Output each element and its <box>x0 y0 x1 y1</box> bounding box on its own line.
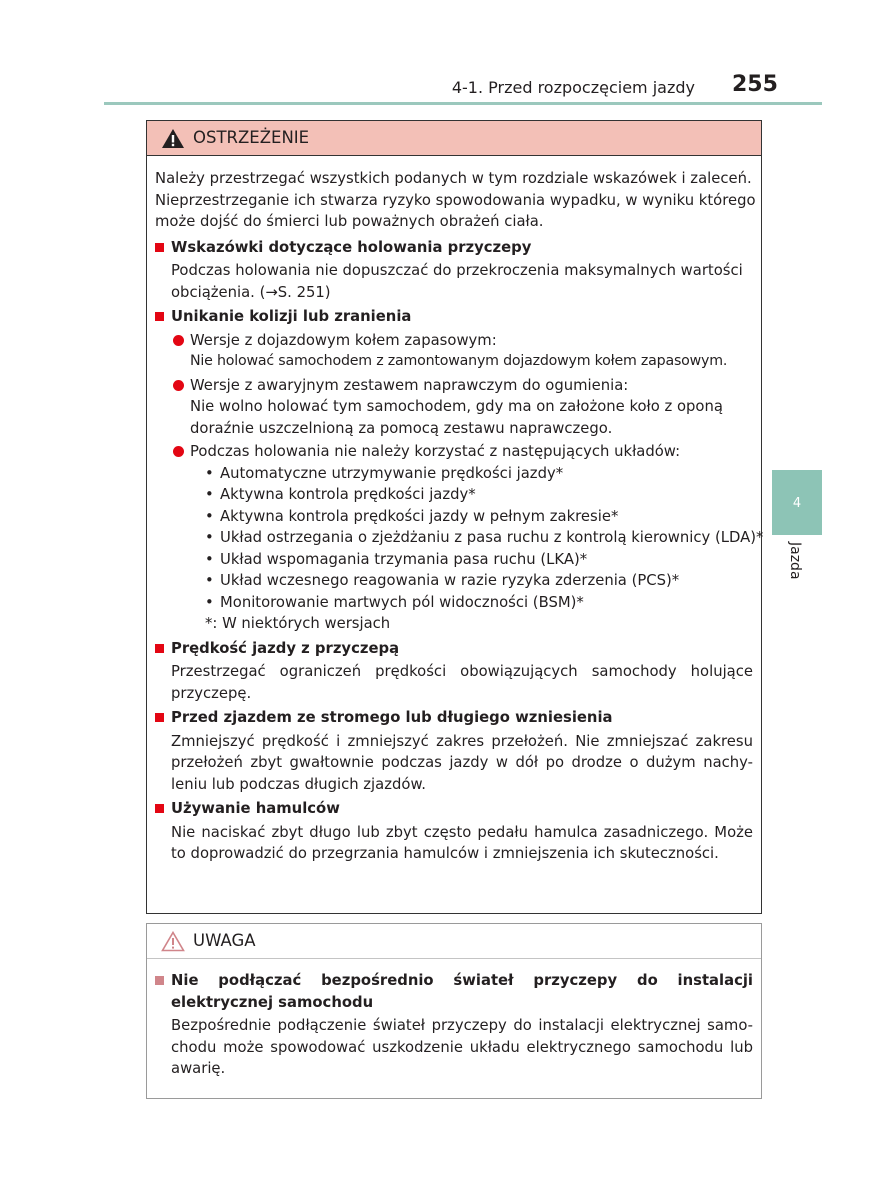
red-square-bullet-icon <box>155 312 164 321</box>
list-item: • Układ wczesnego reagowania w razie ryzyka zderzenia (PCS)* <box>205 570 753 592</box>
caution-header <box>147 924 761 959</box>
section-text-brakes: Nie naciskać zbyt długo lub zbyt często pedału hamulca zasadniczego. Może to doprowadzić do przegrzania hamulców i zmniejszenia ich skuteczności. <box>171 823 753 862</box>
header-rule <box>104 102 822 105</box>
warning-triangle-icon <box>161 128 185 149</box>
systems-list <box>155 463 764 614</box>
list-item-repair-kit: Wersje z awaryjnym zestawem naprawczym do ogumienia: Nie wolno holować tym samochodem, gdy ma on założone koło z oponą doraźnie uszczelnioną za pomocą zestawu naprawczego. <box>155 375 753 440</box>
caution-triangle-icon <box>161 931 185 952</box>
section-heading-brakes: Używanie hamulców <box>155 798 753 820</box>
section-text-towing-tips: Podczas holowania nie dopuszczać do przekroczenia maksymalnych wartości obciążenia. (→S. 251) <box>171 262 743 301</box>
intro-line: może dojść do śmierci lub poważnych obrażeń ciała. <box>155 213 544 230</box>
red-square-bullet-icon <box>155 804 164 813</box>
red-square-bullet-icon <box>155 644 164 653</box>
list-item: • Monitorowanie martwych pól widoczności (BSM)* <box>205 592 753 614</box>
section-heading-speed: Prędkość jazdy z przyczepą <box>155 638 753 660</box>
list-item: • Układ wspomagania trzymania pasa ruchu (LKA)* <box>205 549 753 571</box>
chapter-label: Jazda <box>787 542 803 580</box>
red-circle-bullet-icon <box>173 446 184 457</box>
footnote: *: W niektórych wersjach <box>205 615 391 632</box>
list-item: • Aktywna kontrola prędkości jazdy w pełnym zakresie* <box>205 506 753 528</box>
red-circle-bullet-icon <box>173 335 184 346</box>
section-heading-towing-tips: Wskazówki dotyczące holowania przyczepy <box>155 237 753 259</box>
section-text-speed: Przestrzegać ograniczeń prędkości obowiązujących samochody holujące przyczepę. <box>171 663 753 702</box>
page-number: 255 <box>732 72 778 97</box>
red-square-bullet-icon <box>155 713 164 722</box>
warning-header <box>147 121 761 156</box>
chapter-tab <box>772 470 822 535</box>
red-circle-bullet-icon <box>173 380 184 391</box>
caution-text: Bezpośrednie podłączenie świateł przyczepy do instalacji elektrycznej samo-chodu może spowodować uszkodzenie układu elektrycznego samochodu lub awarię. <box>171 1017 753 1077</box>
warning-title: OSTRZEŻENIE <box>193 128 310 147</box>
section-text-descent: Zmniejszyć prędkość i zmniejszyć zakres przełożeń. Nie zmniejszać zakresu przełożeń zbyt gwałtownie podczas jazdy w dół po drodze o dużym nachy-leniu lub podczas długich zjazdów. <box>171 732 753 793</box>
list-item-compact-spare: Wersje z dojazdowym kołem zapasowym: Nie holować samochodem z zamontowanym dojazdowym kołem zapasowym. <box>155 330 753 373</box>
chapter-number: 4 <box>792 496 802 511</box>
running-header-title: 4-1. Przed rozpoczęciem jazdy <box>451 78 695 97</box>
warning-box <box>146 120 762 914</box>
red-square-bullet-icon <box>155 243 164 252</box>
list-item: • Aktywna kontrola prędkości jazdy* <box>205 484 753 506</box>
pink-square-bullet-icon <box>155 976 164 985</box>
section-heading-descent: Przed zjazdem ze stromego lub długiego wzniesienia <box>155 707 753 729</box>
caution-title: UWAGA <box>193 931 256 950</box>
caution-box <box>146 923 762 1099</box>
caution-heading: Nie podłączać bezpośrednio świateł przyczepy do instalacji elektrycznej samochodu <box>155 970 753 1013</box>
warning-intro <box>155 168 756 233</box>
intro-line: Nieprzestrzeganie ich stwarza ryzyko spowodowania wypadku, w wyniku którego <box>155 191 756 209</box>
list-item-systems: Podczas holowania nie należy korzystać z następujących układów: <box>155 441 753 463</box>
intro-line: Należy przestrzegać wszystkich podanych w tym rozdziale wskazówek i zaleceń. <box>155 170 752 187</box>
list-item: • Układ ostrzegania o zjeżdżaniu z pasa ruchu z kontrolą kierownicy (LDA)* <box>205 527 753 549</box>
list-item: • Automatyczne utrzymywanie prędkości jazdy* <box>205 463 753 485</box>
section-heading-avoid-collision: Unikanie kolizji lub zranienia <box>155 306 753 328</box>
